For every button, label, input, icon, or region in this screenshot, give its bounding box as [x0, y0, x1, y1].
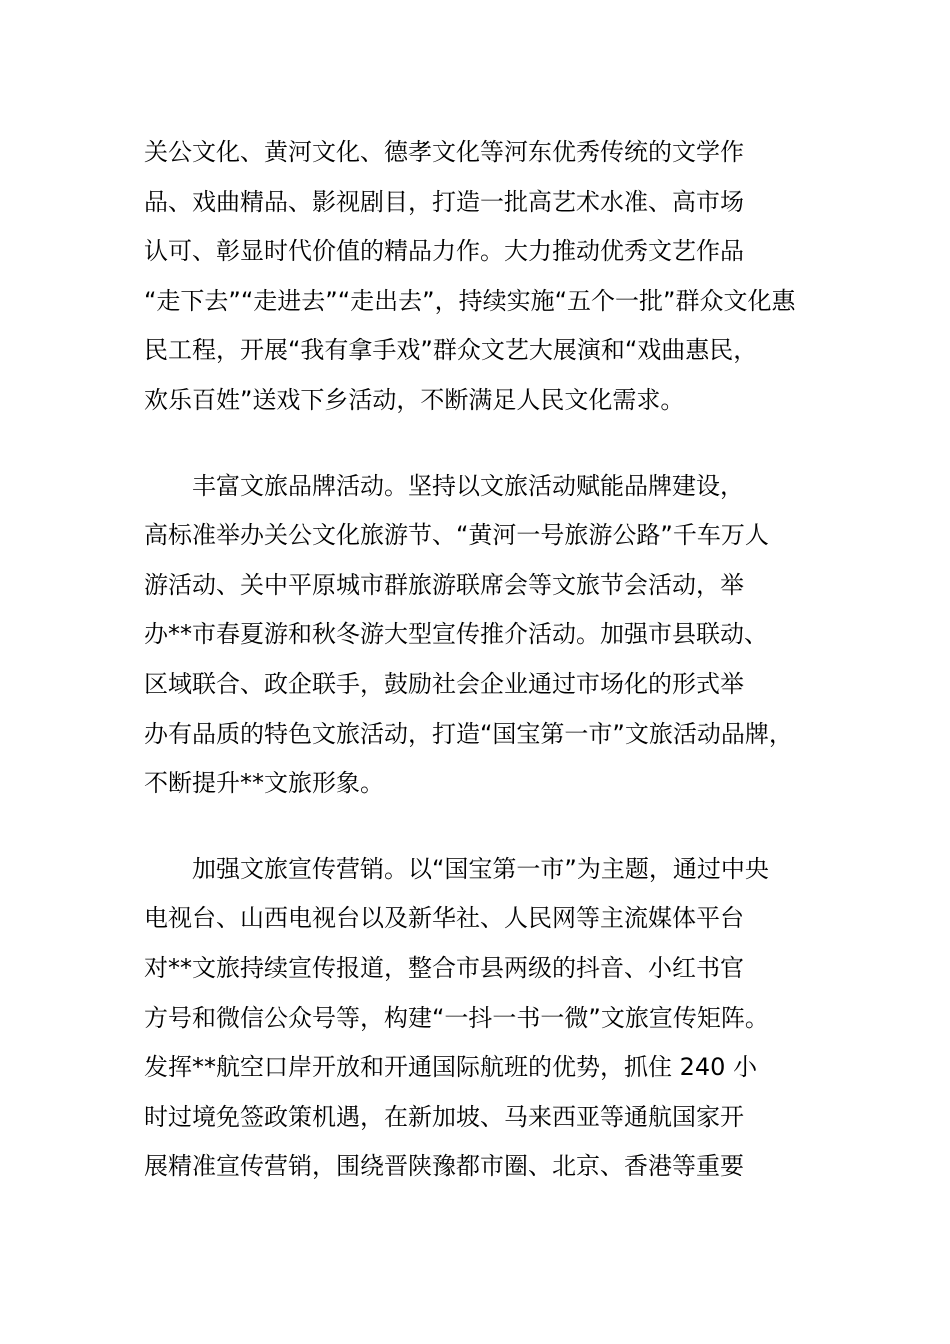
text-line: 发挥**航空口岸开放和开通国际航班的优势，抓住 240 小	[144, 1053, 758, 1082]
text-line: 关公文化、黄河文化、德孝文化等河东优秀传统的文学作	[144, 138, 744, 166]
text-line: 办**市春夏游和秋冬游大型宣传推介活动。加强市县联动、	[144, 620, 768, 649]
text-line: 品、戏曲精品、影视剧目，打造一批高艺术水准、高市场	[144, 187, 744, 216]
paragraph-marketing	[144, 845, 844, 1192]
paragraph-brand-activities	[144, 462, 844, 809]
text-line: 区域联合、政企联手，鼓励社会企业通过市场化的形式举	[144, 669, 744, 698]
paragraph-gap	[144, 809, 844, 845]
text-line: 时过境免签政策机遇，在新加坡、马来西亚等通航国家开	[144, 1102, 744, 1131]
text-line: 办有品质的特色文旅活动，打造“国宝第一市”文旅活动品牌，	[144, 719, 793, 748]
paragraph-culture-works	[144, 128, 844, 426]
text-line: 不断提升**文旅形象。	[144, 769, 384, 798]
text-line: 民工程，开展“我有拿手戏”群众文艺大展演和“戏曲惠民，	[144, 336, 758, 365]
text-line: 欢乐百姓”送戏下乡活动，不断满足人民文化需求。	[144, 385, 685, 414]
text-line: 丰富文旅品牌活动。坚持以文旅活动赋能品牌建设，	[192, 471, 744, 500]
text-line: 游活动、关中平原城市群旅游联席会等文旅节会活动，举	[144, 570, 744, 599]
text-line: 高标准举办关公文化旅游节、“黄河一号旅游公路”千车万人	[144, 521, 769, 550]
text-line: 加强文旅宣传营销。以“国宝第一市”为主题，通过中央	[192, 854, 769, 883]
paragraph-gap	[144, 426, 844, 462]
document-body	[144, 128, 844, 1192]
text-line: 方号和微信公众号等，构建“一抖一书一微”文旅宣传矩阵。	[144, 1003, 769, 1032]
text-line: 对**文旅持续宣传报道，整合市县两级的抖音、小红书官	[144, 953, 744, 982]
text-line: “走下去”“走进去”“走出去”，持续实施“五个一批”群众文化惠	[144, 286, 796, 315]
text-line: 电视台、山西电视台以及新华社、人民网等主流媒体平台	[144, 904, 744, 933]
text-line: 认可、彰显时代价值的精品力作。大力推动优秀文艺作品	[144, 237, 744, 266]
text-line: 展精准宣传营销，围绕晋陕豫都市圈、北京、香港等重要	[144, 1152, 744, 1181]
